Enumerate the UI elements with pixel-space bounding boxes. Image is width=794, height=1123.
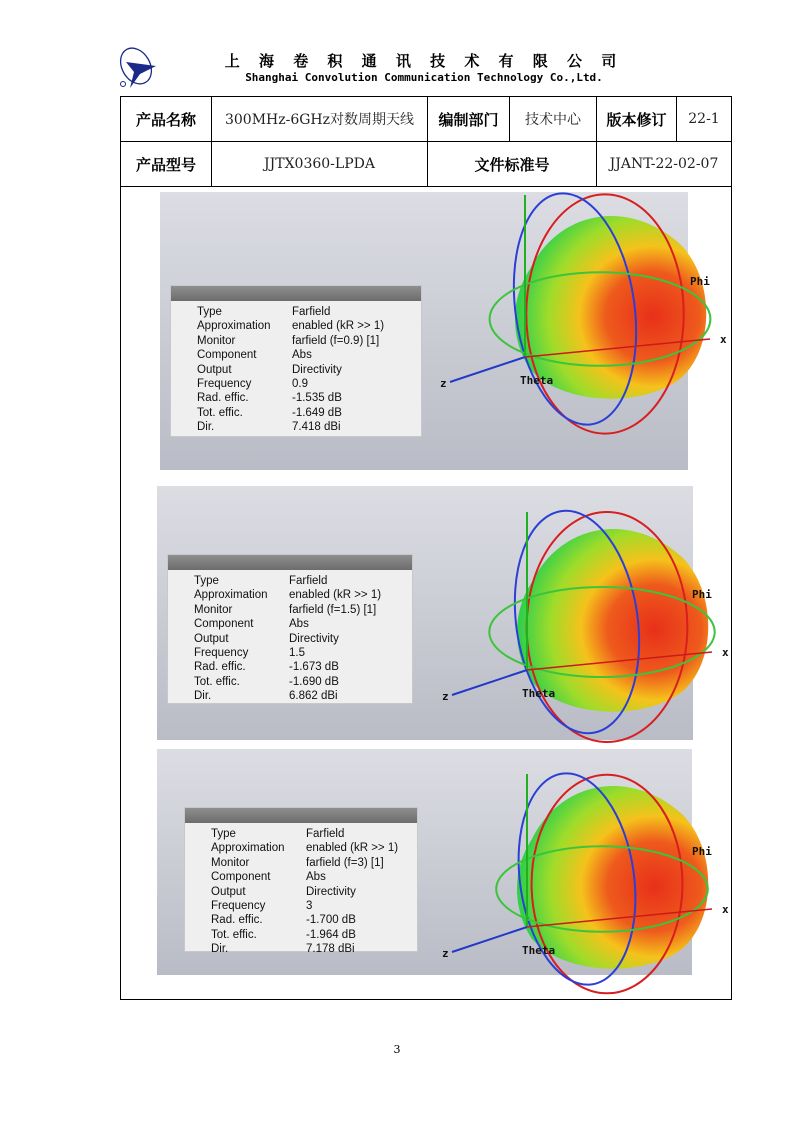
info-row-rad-effic bbox=[197, 391, 421, 405]
info-value: -1.535 dB bbox=[292, 392, 342, 405]
info-box-titlebar bbox=[185, 808, 417, 823]
info-key: Approximation bbox=[211, 842, 285, 855]
table-row bbox=[121, 142, 732, 187]
z-label: z bbox=[440, 377, 447, 390]
info-value: Directivity bbox=[292, 363, 342, 376]
info-row-component bbox=[194, 617, 412, 631]
info-key: Component bbox=[197, 349, 257, 362]
info-row-tot-effic bbox=[197, 406, 421, 420]
company-name-cn: 上 海 卷 积 通 讯 技 术 有 限 公 司 bbox=[224, 52, 624, 70]
info-key: Type bbox=[197, 306, 222, 318]
z-axis-line bbox=[450, 357, 525, 382]
info-key: Tot. effic. bbox=[194, 675, 240, 688]
info-row-approximation bbox=[194, 588, 412, 602]
info-row-rad-effic bbox=[211, 913, 417, 927]
phi-label: Phi bbox=[692, 588, 712, 601]
info-row-frequency bbox=[194, 646, 412, 660]
info-value: 0.9 bbox=[292, 378, 308, 391]
info-row-component bbox=[211, 870, 417, 884]
info-box-titlebar bbox=[171, 286, 421, 301]
info-row-monitor bbox=[194, 603, 412, 617]
info-value: farfield (f=3) [1] bbox=[306, 856, 384, 869]
info-row-frequency bbox=[197, 377, 421, 391]
phi-label: Phi bbox=[690, 275, 710, 288]
info-value: Abs bbox=[306, 871, 326, 884]
info-key: Output bbox=[194, 632, 229, 645]
info-row-dir bbox=[194, 689, 412, 703]
product-name-label: 产品名称 bbox=[121, 97, 212, 142]
info-row-component bbox=[197, 348, 421, 362]
theta-label: Theta bbox=[520, 374, 554, 387]
info-key: Type bbox=[211, 828, 236, 840]
info-key: Rad. effic. bbox=[197, 392, 249, 405]
info-value: -1.649 dB bbox=[292, 406, 342, 419]
info-key: Rad. effic. bbox=[194, 661, 246, 674]
z-label: z bbox=[442, 690, 449, 703]
info-value: Directivity bbox=[306, 885, 356, 898]
farfield-info-box bbox=[184, 807, 418, 956]
info-value: Farfield bbox=[292, 306, 331, 318]
z-label: z bbox=[442, 947, 449, 960]
info-row-rad-effic bbox=[194, 660, 412, 674]
info-key: Dir. bbox=[211, 943, 229, 956]
x-label: x bbox=[720, 333, 727, 346]
info-key: Frequency bbox=[194, 647, 249, 660]
info-value: 7.178 dBi bbox=[306, 943, 355, 956]
info-box-titlebar bbox=[168, 555, 412, 570]
info-value: farfield (f=0.9) [1] bbox=[292, 334, 380, 347]
info-value: 3 bbox=[306, 900, 313, 913]
info-key: Component bbox=[211, 871, 271, 884]
info-row-tot-effic bbox=[194, 675, 412, 689]
farfield-plot-2 bbox=[157, 749, 729, 975]
farfield-plot-1 bbox=[157, 486, 729, 740]
info-value: -1.690 dB bbox=[289, 675, 339, 688]
info-row-type bbox=[211, 827, 417, 841]
info-key: Component bbox=[194, 618, 254, 631]
info-key: Dir. bbox=[194, 690, 212, 703]
info-row-approximation bbox=[211, 841, 417, 855]
info-value: -1.964 dB bbox=[306, 928, 356, 941]
info-row-dir bbox=[197, 420, 421, 434]
info-value: enabled (kR >> 1) bbox=[306, 842, 399, 855]
info-key: Monitor bbox=[194, 603, 233, 616]
x-label: x bbox=[722, 646, 729, 659]
info-row-monitor bbox=[197, 334, 421, 348]
info-key: Frequency bbox=[197, 378, 252, 391]
pattern-lobe bbox=[517, 786, 708, 969]
info-value: enabled (kR >> 1) bbox=[289, 589, 382, 602]
info-key: Approximation bbox=[194, 589, 268, 602]
info-row-output bbox=[194, 632, 412, 646]
info-row-approximation bbox=[197, 319, 421, 333]
pattern-lobe bbox=[517, 529, 708, 712]
info-row-type bbox=[197, 305, 421, 319]
pattern-lobe bbox=[515, 216, 706, 399]
info-row-output bbox=[197, 363, 421, 377]
info-key: Monitor bbox=[211, 856, 250, 869]
theta-label: Theta bbox=[522, 944, 556, 957]
info-value: farfield (f=1.5) [1] bbox=[289, 603, 377, 616]
farfield-plot-0 bbox=[160, 192, 727, 470]
info-key: Output bbox=[211, 885, 246, 898]
company-name-en: Shanghai Convolution Communication Technology Co.,Ltd. bbox=[245, 71, 603, 84]
info-row-monitor bbox=[211, 856, 417, 870]
info-key: Tot. effic. bbox=[197, 406, 243, 419]
info-key: Monitor bbox=[197, 334, 236, 347]
info-key: Tot. effic. bbox=[211, 928, 257, 941]
info-key: Frequency bbox=[211, 900, 266, 913]
theta-label: Theta bbox=[522, 687, 556, 700]
info-value: 1.5 bbox=[289, 647, 305, 660]
info-value: -1.673 dB bbox=[289, 661, 339, 674]
revision-label: 版本修订 bbox=[597, 97, 677, 142]
info-row-dir bbox=[211, 942, 417, 956]
info-key: Rad. effic. bbox=[211, 914, 263, 927]
info-row-output bbox=[211, 885, 417, 899]
z-axis-line bbox=[452, 927, 527, 952]
farfield-info-box bbox=[170, 285, 422, 437]
info-key: Dir. bbox=[197, 421, 215, 434]
phi-label: Phi bbox=[692, 845, 712, 858]
info-value: Farfield bbox=[289, 575, 328, 587]
info-value: 7.418 dBi bbox=[292, 421, 341, 434]
info-value: Farfield bbox=[306, 828, 345, 840]
table-row bbox=[121, 97, 732, 142]
model-value: JJTX0360-LPDA bbox=[212, 142, 428, 187]
doc-no-label: 文件标准号 bbox=[428, 142, 597, 187]
info-value: -1.700 dB bbox=[306, 914, 356, 927]
x-label: x bbox=[722, 903, 729, 916]
info-row-tot-effic bbox=[211, 928, 417, 942]
dept-value: 技术中心 bbox=[510, 97, 597, 142]
product-name-value: 300MHz-6GHz对数周期天线 bbox=[212, 97, 428, 142]
doc-no-value: JJANT-22-02-07 bbox=[597, 142, 732, 187]
info-key: Output bbox=[197, 363, 232, 376]
z-axis-line bbox=[452, 670, 527, 695]
info-row-type bbox=[194, 574, 412, 588]
page-number: 3 bbox=[393, 1043, 401, 1056]
farfield-info-box bbox=[167, 554, 413, 704]
info-row-frequency bbox=[211, 899, 417, 913]
info-value: Abs bbox=[292, 349, 312, 362]
info-value: Abs bbox=[289, 618, 309, 631]
dept-label: 编制部门 bbox=[428, 97, 510, 142]
revision-value: 22-1 bbox=[677, 97, 732, 142]
info-value: enabled (kR >> 1) bbox=[292, 320, 385, 333]
document-info-table bbox=[120, 96, 732, 187]
info-value: Directivity bbox=[289, 632, 339, 645]
info-key: Approximation bbox=[197, 320, 271, 333]
info-value: 6.862 dBi bbox=[289, 690, 338, 703]
document-header bbox=[118, 44, 730, 92]
model-label: 产品型号 bbox=[121, 142, 212, 187]
info-key: Type bbox=[194, 575, 219, 587]
